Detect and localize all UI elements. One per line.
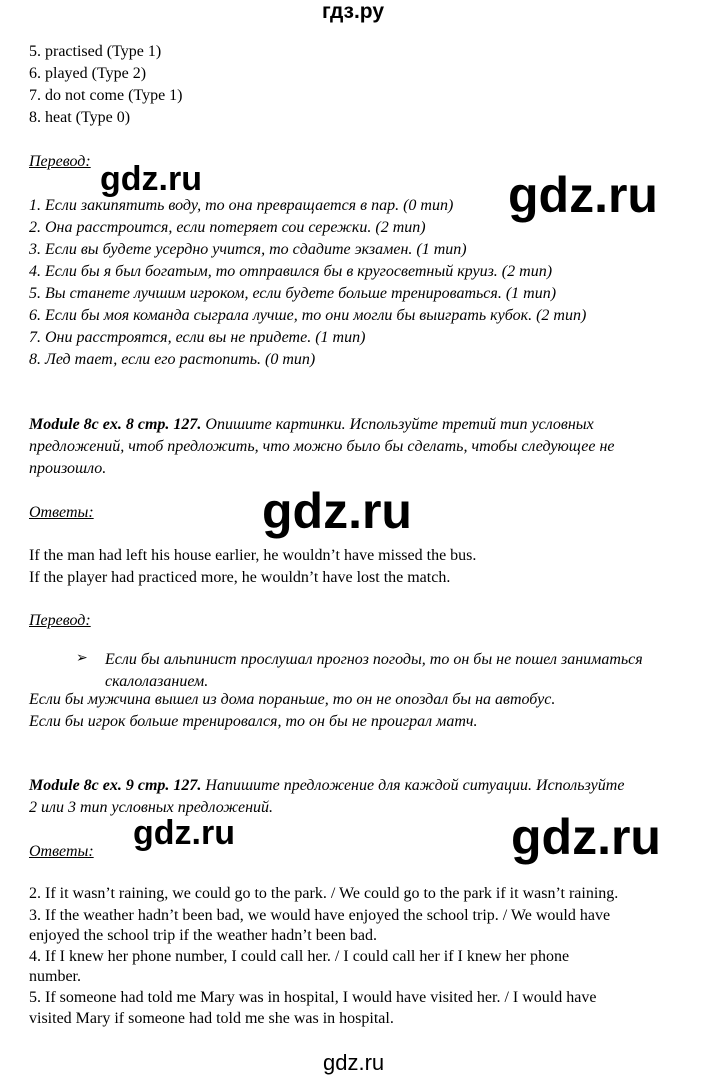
watermark: gdz.ru bbox=[100, 160, 202, 198]
translation-label: Перевод: bbox=[29, 153, 91, 170]
watermark: gdz.ru bbox=[508, 167, 658, 223]
ex8-title: Module 8c ex. 8 стр. 127. bbox=[29, 416, 202, 433]
ex8-task bbox=[29, 414, 594, 436]
ex9-task-text: Напишите предложение для каждой ситуации. Используйте bbox=[201, 777, 625, 794]
translation-line: 2. Она расстроится, если потеряет сои сережки. (2 тип) bbox=[29, 219, 426, 236]
answer-line: 5. practised (Type 1) bbox=[29, 43, 162, 60]
translation-line: 6. Если бы моя команда сыграла лучше, то они могли бы выиграть кубок. (2 тип) bbox=[29, 307, 587, 324]
answer-line: 6. played (Type 2) bbox=[29, 65, 147, 82]
answer-line: 7. do not come (Type 1) bbox=[29, 87, 183, 104]
ex9-title: Module 8c ex. 9 стр. 127. bbox=[29, 777, 202, 794]
ex8-answer: If the man had left his house earlier, he wouldn’t have missed the bus. bbox=[29, 547, 477, 564]
ex9-answer: number. bbox=[29, 968, 81, 985]
translation-line: 1. Если закипятить воду, то она превращается в пар. (0 тип) bbox=[29, 197, 454, 214]
ex8-translation: Если бы мужчина вышел из дома пораньше, то он не опоздал бы на автобус. bbox=[29, 691, 556, 708]
watermark: gdz.ru bbox=[133, 814, 235, 852]
ex8-task-line: произошло. bbox=[29, 460, 107, 477]
watermark: gdz.ru bbox=[511, 809, 661, 865]
ex9-answers-label: Ответы: bbox=[29, 843, 94, 860]
site-header: гдз.ру bbox=[322, 0, 385, 23]
ex9-task-line: 2 или 3 тип условных предложений. bbox=[29, 799, 274, 816]
ex8-translation: Если бы игрок больше тренировался, то он бы не проиграл матч. bbox=[29, 713, 478, 730]
ex9-answer: visited Mary if someone had told me she was in hospital. bbox=[29, 1010, 394, 1027]
ex8-bullet-line: скалолазанием. bbox=[105, 673, 209, 690]
bullet-arrow-icon: ➢ bbox=[76, 651, 88, 666]
ex9-answer: 2. If it wasn’t raining, we could go to the park. / We could go to the park if it wasn’t raining. bbox=[29, 885, 619, 902]
ex9-answer: enjoyed the school trip if the weather hadn’t been bad. bbox=[29, 927, 378, 944]
ex8-bullet-line: Если бы альпинист прослушал прогноз погоды, то он бы не пошел заниматься bbox=[105, 651, 643, 668]
translation-line: 8. Лед тает, если его растопить. (0 тип) bbox=[29, 351, 316, 368]
footer-watermark: gdz.ru bbox=[323, 1050, 385, 1075]
translation-line: 3. Если вы будете усердно учится, то сдадите экзамен. (1 тип) bbox=[29, 241, 467, 258]
watermark: gdz.ru bbox=[262, 483, 412, 539]
ex8-translation-label: Перевод: bbox=[29, 612, 91, 629]
ex9-answer: 4. If I knew her phone number, I could call her. / I could call her if I knew her phone bbox=[29, 948, 570, 965]
translation-line: 7. Они расстроятся, если вы не придете. (1 тип) bbox=[29, 329, 366, 346]
ex9-answer: 5. If someone had told me Mary was in hospital, I would have visited her. / I would have bbox=[29, 989, 597, 1006]
ex8-answer: If the player had practiced more, he wouldn’t have lost the match. bbox=[29, 569, 451, 586]
ex9-task bbox=[29, 775, 624, 797]
ex8-task-text: Опишите картинки. Используйте третий тип условных bbox=[201, 416, 594, 433]
ex9-answer: 3. If the weather hadn’t been bad, we would have enjoyed the school trip. / We would have bbox=[29, 907, 611, 924]
ex8-answers-label: Ответы: bbox=[29, 504, 94, 521]
translation-line: 5. Вы станете лучшим игроком, если будете больше тренироваться. (1 тип) bbox=[29, 285, 557, 302]
ex8-task-line: предложений, чтоб предложить, что можно было бы сделать, чтобы следующее не bbox=[29, 438, 615, 455]
translation-line: 4. Если бы я был богатым, то отправился бы в кругосветный круиз. (2 тип) bbox=[29, 263, 553, 280]
answer-line: 8. heat (Type 0) bbox=[29, 109, 131, 126]
